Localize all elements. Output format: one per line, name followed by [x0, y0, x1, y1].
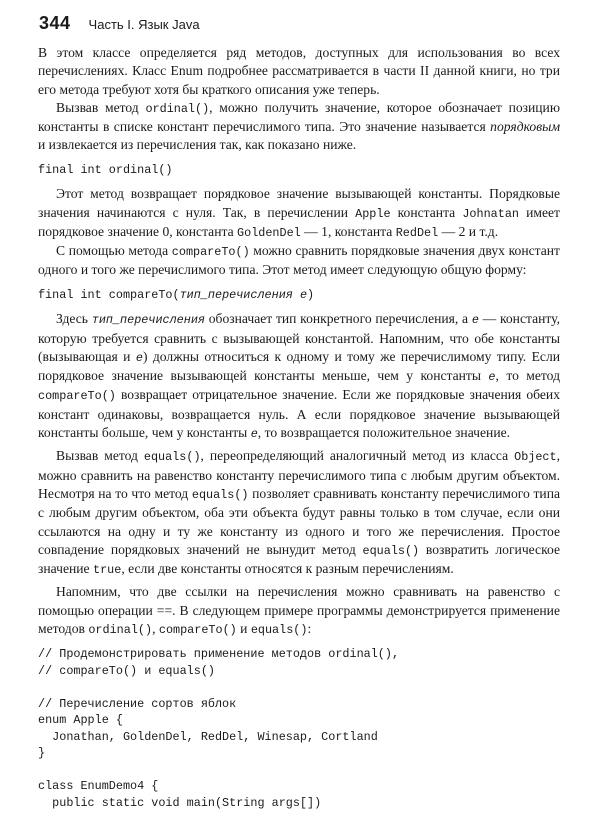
code-listing: [38, 646, 560, 811]
paragraph-example-intro: Напомним, что две ссылки на перечисления можно сравнивать на равенство с помощью операции ==. В следующем примере программы демонстрируется применение методов ordinal(), compareTo() и equals():: [38, 584, 560, 638]
page-body: [38, 44, 560, 818]
code-line: enum Apple {: [38, 713, 123, 728]
code-line: }: [38, 746, 46, 761]
paragraph-ordinal-values: Этот метод возвращает порядковое значение вызывающей константы. Порядковые значения начинаются с нуля. Так, в перечислении Apple константа Johnatan имеет порядковое значение 0, константа GoldenDel — 1, константа RedDel — 2 и т.д.: [38, 186, 560, 240]
code-line: [38, 762, 560, 779]
paragraph-compareto-details: Здесь тип_перечисления обозначает тип конкретного перечисления, а e — константу, которую требуется сравнить с вызывающей константой. Напомним, что обе константы (вызывающая и e) должны относиться к одному и тому же перечислимому типу. Если порядковое значение вызывающей константы меньше, чем у константы e, то метод compareTo() возвращает отрицательное значение. Если же порядковые значения обеих констант одинаковы, возвращается нуль. А если порядковое значение вызывающей константы больше, чем у константы e, то возвращается положительное значение.: [38, 311, 560, 442]
code-compareto-signature: final int compareTo(тип_перечисления e): [38, 287, 315, 302]
page-number: 344: [39, 13, 71, 33]
paragraph-intro: В этом классе определяется ряд методов, доступных для использования во всех перечислениях. Класс Enum подробнее рассматривается в части II данной книги, но три его метода требуют хотя бы краткого описания уже теперь.: [38, 45, 560, 97]
code-line: class EnumDemo4 {: [38, 779, 159, 794]
paragraph-compareto: С помощью метода compareTo() можно сравнить порядковые значения двух констант одного и того же перечислимого типа. Этот метод имеет следующую общую форму:: [38, 243, 560, 278]
code-line: // Продемонстрировать применение методов ordinal(),: [38, 647, 400, 662]
code-line: // compareTo() и equals(): [38, 663, 215, 678]
page-header: [39, 13, 200, 39]
chapter-title: Часть I. Язык Java: [88, 17, 200, 32]
paragraph-equals: Вызвав метод equals(), переопределяющий аналогичный метод из класса Object, можно сравнить на равенство константу перечислимого типа с любым другим объектом. Несмотря на то что метод equals() позволяет сравнивать константу перечислимого типа с любым другим объектом, оба эти объекта будут равны только в том случае, если они ссылаются на одну и ту же константу из одного и того же перечисления. Простое совпадение порядковых значений не вынудит метод equals() возвратить логическое значение true, если две константы относятся к разным перечислениям.: [38, 448, 561, 578]
code-line: // Перечисление сортов яблок: [38, 696, 237, 711]
paragraph-ordinal: Вызвав метод ordinal(), можно получить значение, которое обозначает позицию константы в списке констант перечислимого типа. Это значение называется порядковым и извлекается из перечисления так, как показано ниже.: [38, 99, 560, 153]
code-ordinal-signature: final int ordinal(): [38, 162, 173, 177]
emphasis: порядковым: [490, 119, 560, 135]
inline-code: ordinal(): [145, 101, 210, 116]
code-line: Jonathan, GoldenDel, RedDel, Winesap, Cortland: [38, 729, 378, 744]
code-line: public static void main(String args[]): [38, 795, 322, 810]
code-line: [38, 679, 560, 696]
